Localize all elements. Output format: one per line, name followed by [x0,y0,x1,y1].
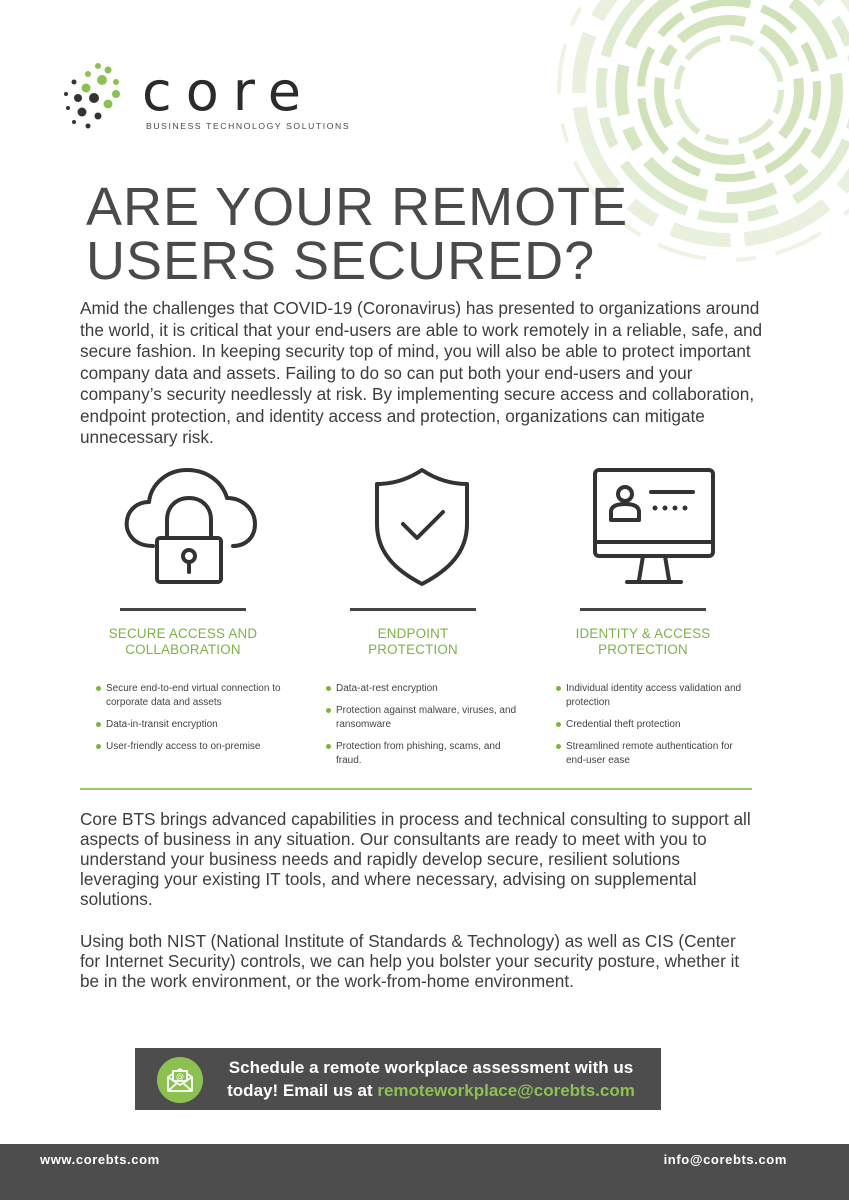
logo-wordmark: core [142,60,315,123]
page-title [86,177,746,291]
section-divider [80,788,752,790]
body-paragraph-2: Using both NIST (National Institute of Standards & Technology) as well as CIS (Center for Internet Security) controls, we can help you bolster your security posture, whether it be in the work environment, or the work-from-home environment. [80,931,740,991]
footer-website-link[interactable]: www.corebts.com [40,1152,160,1167]
feature-title-line: COLLABORATION [125,641,241,657]
list-item: Credential theft protection [556,718,748,732]
title-line-2: USERS SECURED? [86,231,596,291]
list-item: Data-at-rest encryption [326,682,518,696]
feature-title [552,626,734,657]
feature-title-line: ENDPOINT [377,626,449,641]
envelope-icon [157,1057,203,1103]
cta-line-2 [211,1079,651,1102]
list-item: Protection against malware, viruses, and ransomware [326,704,518,732]
body-paragraph-1: Core BTS brings advanced capabilities in process and technical consulting to support all aspects of business in any situation. Our consultants are ready to meet with you to understand your business needs and rapidly develop secure, resilient solutions leveraging your existing IT tools, and where necessary, advising on supplemental solutions. [80,809,751,909]
list-item: User-friendly access to on-premise [96,740,288,754]
feature-title [92,626,274,657]
feature-title [322,626,504,657]
cta-email-link[interactable]: remoteworkplace@corebts.com [377,1081,635,1100]
logo-tagline: BUSINESS TECHNOLOGY SOLUTIONS [146,121,351,131]
title-line-1: ARE YOUR REMOTE [86,177,629,237]
feature-list [326,682,518,776]
footer-email-link[interactable]: info@corebts.com [663,1152,787,1167]
list-item: Streamlined remote authentication for end-user ease [556,740,748,768]
feature-title-line: SECURE ACCESS AND [108,626,258,641]
column-rule [580,608,706,611]
column-rule [350,608,476,611]
logo-dots-icon [58,60,128,134]
cta-text [211,1056,651,1102]
svg-text:@: @ [176,1072,184,1081]
list-item: Protection from phishing, scams, and fraud. [326,740,518,768]
core-logo [58,58,368,138]
shield-check-icon [347,462,497,592]
cta-banner [135,1048,661,1110]
footer-bar [0,1144,849,1200]
feature-list [556,682,748,776]
feature-columns [92,462,772,782]
intro-paragraph: Amid the challenges that COVID-19 (Coronavirus) has presented to organizations around the world, it is critical that your end-users are able to work remotely in a reliable, safe, and secure fashion. In keeping security top of mind, you will also be able to protect important company data and assets. Failing to do so can put both your end-users and your company’s security needlessly at risk. By implementing secure access and collaboration, endpoint protection, and identity access and protection, organizations can mitigate unnecessary risk. [80,298,763,447]
monitor-id-icon [577,462,727,592]
list-item: Secure end-to-end virtual connection to corporate data and assets [96,682,288,710]
cta-line-1: Schedule a remote workplace assessment with us [228,1058,634,1077]
list-item: Individual identity access validation and protection [556,682,748,710]
feature-title-line: PROTECTION [368,641,458,657]
cta-line-2-prefix: today! Email us at [227,1081,378,1100]
list-item: Data-in-transit encryption [96,718,288,732]
feature-title-line: IDENTITY & ACCESS [575,626,711,641]
column-rule [120,608,246,611]
cloud-lock-icon [117,462,267,592]
feature-title-line: PROTECTION [598,641,688,657]
feature-list [96,682,288,762]
